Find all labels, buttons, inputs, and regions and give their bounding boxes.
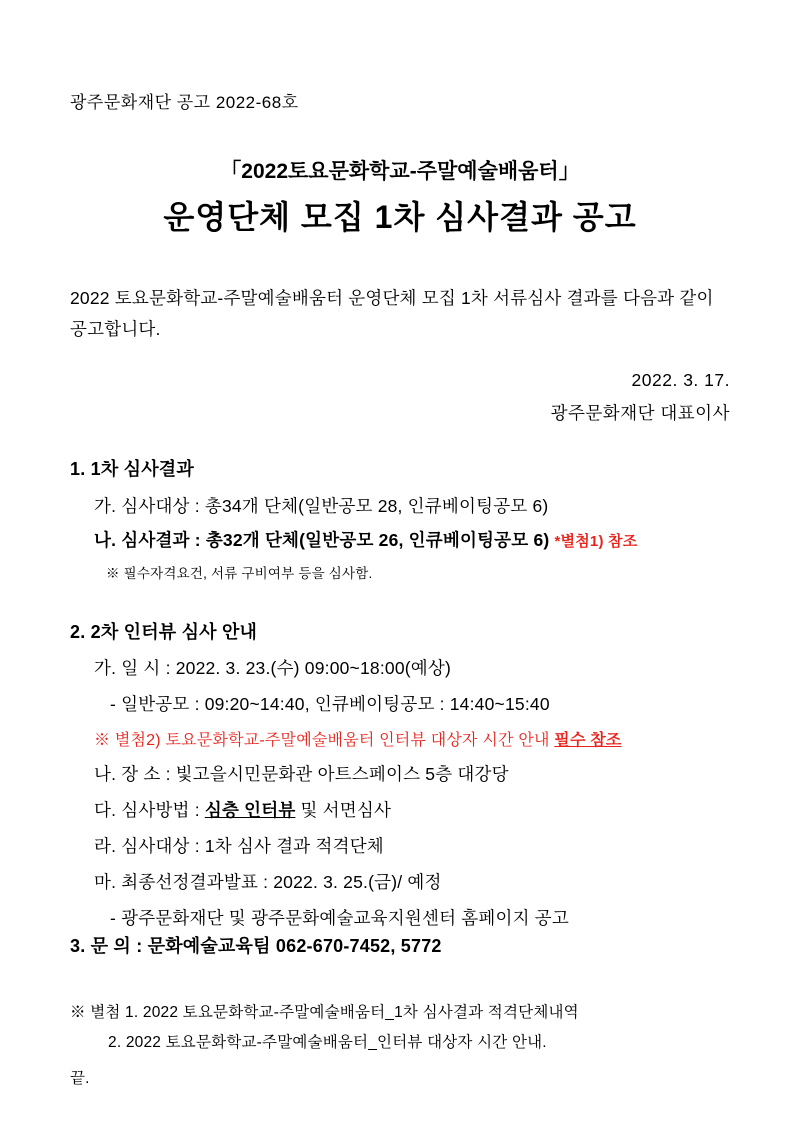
document-subtitle: 「2022토요문화학교-주말예술배움터」 [220, 160, 580, 183]
section1-heading: 1. 1차 심사결과 [70, 459, 194, 479]
attachment-line-2: 2. 2022 토요문화학교-주말예술배움터_인터뷰 대상자 시간 안내. [108, 1034, 547, 1051]
section2-item-a-sub: - 일반공모 : 09:20~14:40, 인큐베이팅공모 : 14:40~15:40 [110, 694, 550, 714]
section3-heading: 3. 문 의 : 문화예술교육팀 062-670-7452, 5772 [70, 936, 442, 956]
section2-item-a [70, 655, 770, 680]
section1-item-b-value: 총32개 단체(일반공모 26, 인큐베이팅공모 6) [205, 530, 550, 550]
section1-item-b-label: 나. 심사결과 : [94, 530, 201, 550]
section2-item-b: 나. 장 소 : 빛고을시민문화관 아트스페이스 5층 대강당 [94, 764, 509, 784]
section2-item-c-rest: 및 서면심사 [300, 800, 392, 820]
document-title: 운영단체 모집 1차 심사결과 공고 [163, 199, 637, 235]
issuing-organization: 광주문화재단 대표이사 [550, 403, 730, 423]
section-second-interview [70, 618, 770, 930]
section2-item-c-emphasis: 심층 인터뷰 [204, 800, 296, 820]
section1-note: ※ 필수자격요건, 서류 구비여부 등을 심사함. [106, 566, 373, 581]
section-first-review [70, 455, 770, 582]
section1-item-b [70, 527, 770, 552]
section2-heading: 2. 2차 인터뷰 심사 안내 [70, 622, 258, 642]
attachments-footer [70, 1000, 770, 1088]
section1-item-b-reference: *별첨1) 참조 [554, 533, 638, 550]
section2-item-c-label: 다. 심사방법 : [94, 800, 200, 820]
section2-item-d: 라. 심사대상 : 1차 심사 결과 적격단체 [94, 836, 384, 856]
document-end-mark: 끝. [70, 1070, 90, 1087]
section-contact [70, 932, 770, 958]
section2-item-e-sub: - 광주문화재단 및 광주문화예술교육지원센터 홈페이지 공고 [110, 908, 569, 928]
document-number: 광주문화재단 공고 2022-68호 [70, 93, 299, 112]
section2-item-e: 마. 최종선정결과발표 : 2022. 3. 25.(금)/ 예정 [94, 872, 442, 892]
issue-date: 2022. 3. 17. [631, 370, 730, 390]
intro-paragraph: 2022 토요문화학교-주말예술배움터 운영단체 모집 1차 서류심사 결과를 다음과 같이 공고합니다. [70, 288, 714, 339]
section2-item-a-label: 가. 일 시 : [94, 658, 171, 678]
section2-red-note-emphasis: 필수 참조 [554, 732, 622, 749]
section2-item-a-value: 2022. 3. 23.(수) 09:00~18:00(예상) [175, 658, 452, 678]
section2-item-c [70, 797, 770, 822]
section2-red-note [70, 727, 770, 750]
section1-item-a: 가. 심사대상 : 총34개 단체(일반공모 28, 인큐베이팅공모 6) [94, 496, 549, 516]
attachment-line-1: ※ 별첨 1. 2022 토요문화학교-주말예술배움터_1차 심사결과 적격단체내역 [70, 1004, 579, 1021]
section2-red-note-text: ※ 별첨2) 토요문화학교-주말예술배움터 인터뷰 대상자 시간 안내 [94, 732, 550, 749]
